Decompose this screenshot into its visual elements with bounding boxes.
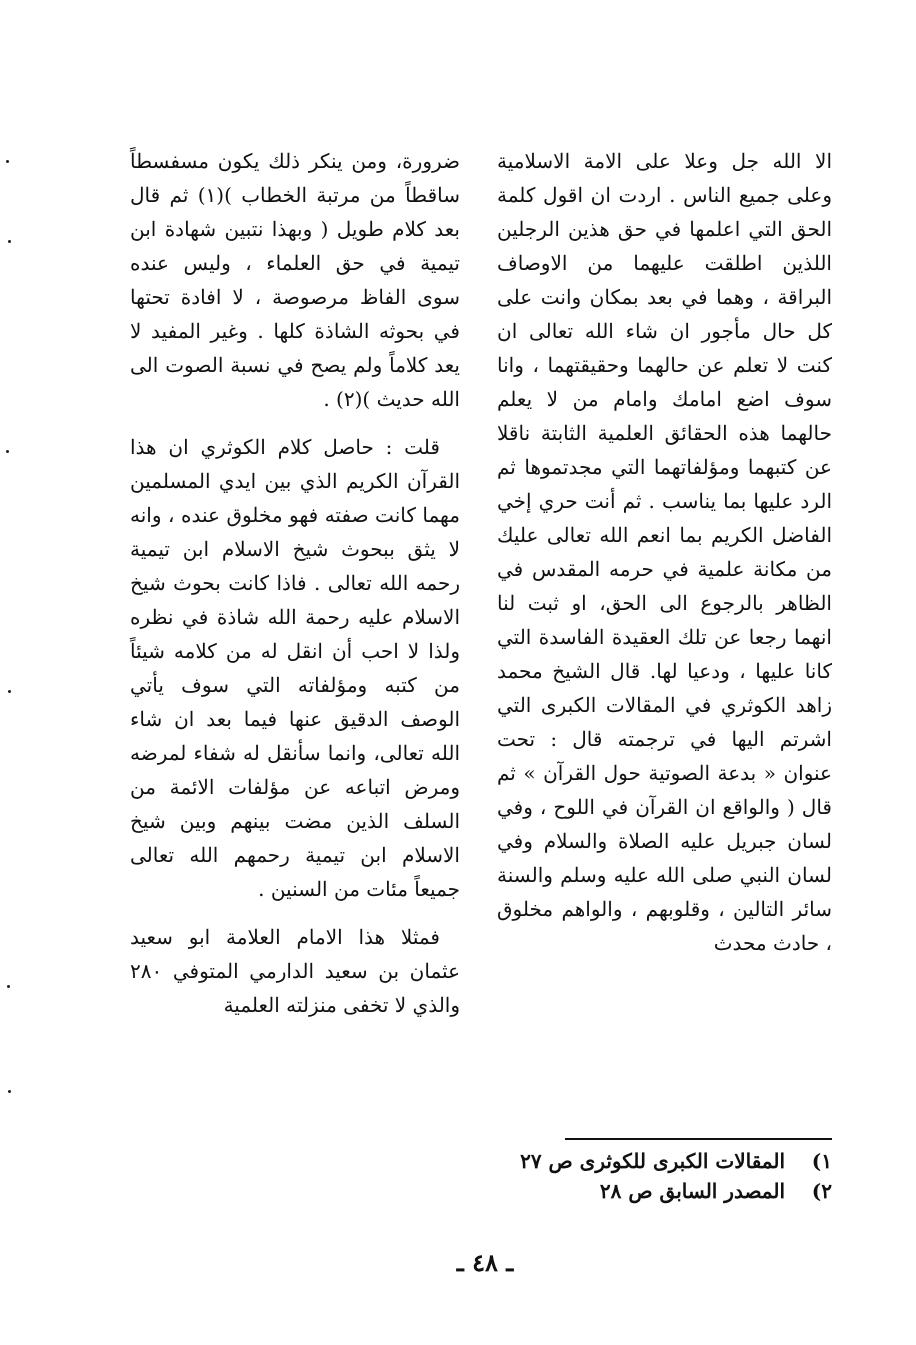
footnote-item xyxy=(480,1146,832,1176)
footnote-text: المصدر السابق ص ٢٨ xyxy=(599,1179,786,1203)
footnote-number: ٢) xyxy=(811,1179,832,1203)
footnote-item xyxy=(480,1176,832,1206)
scan-speck xyxy=(8,1090,11,1093)
footnotes xyxy=(480,1146,832,1206)
scan-speck xyxy=(6,450,9,453)
scan-speck xyxy=(7,985,10,988)
body-paragraph: فمثلا هذا الامام العلامة ابو سعيد عثمان بن سعيد الدارمي المتوفي ٢٨٠ والذي لا تخفى منزلته العلمية xyxy=(130,925,460,1017)
scan-speck xyxy=(6,160,9,163)
scan-speck xyxy=(8,690,11,693)
scan-speck xyxy=(8,240,11,243)
body-paragraph: قلت : حاصل كلام الكوثري ان هذا القرآن الكريم الذي بين ايدي المسلمين مهما كانت صفته فهو مخلوق عنده ، وانه لا يثق ببحوث شيخ الاسلام ابن تيمية رحمه الله تعالى . فاذا كانت بحوث شيخ الاسلام عليه رحمة الله شاذة في نظره ولذا لا احب أن انقل له من كلامه شيئاً من كتبه ومؤلفاته التي سوف يأتي الوصف الدقيق عنها فيما بعد ان شاء الله تعالى، وانما سأنقل له شفاء لمرضه ومرض اتباعه عن مؤلفات الائمة من السلف الذين مضت بينهم وبين شيخ الاسلام ابن تيمية رحمهم الله تعالى جميعاً مئات من السنين . xyxy=(130,435,460,901)
footnote-text: المقالات الكبرى للكوثرى ص ٢٧ xyxy=(520,1149,786,1173)
footnote-number: ١) xyxy=(811,1149,832,1173)
page-number: ـ ٤٨ ـ xyxy=(456,1248,514,1277)
footnote-divider xyxy=(565,1138,832,1140)
body-paragraph: ضرورة، ومن ينكر ذلك يكون مسفسطاً ساقطاً من مرتبة الخطاب )(١) ثم قال بعد كلام طويل ( وبهذا نتبين شهادة ابن تيمية في حق العلماء ، وليس عنده سوى الفاظ مرصوصة ، لا افادة تحتها في بحوثه الشاذة كلها . وغير المفيد لا يعد كلاماً ولم يصح في نسبة الصوت الى الله حديث )(٢) . xyxy=(130,149,460,411)
left-text-column xyxy=(130,144,460,1036)
right-text-column xyxy=(497,144,832,974)
body-paragraph: الا الله جل وعلا على الامة الاسلامية وعلى جميع الناس . اردت ان اقول كلمة الحق التي اعلمها في حق هذين الرجلين اللذين اطلقت عليهما من الاوصاف البراقة ، وهما في بعد بمكان وانت على كل حال مأجور ان شاء الله تعالى ان كنت لا تعلم عن حالهما وحقيقتهما ، وانا سوف اضع امامك وامام من لا يعلم حالهما هذه الحقائق العلمية الثابتة ناقلا عن كتبهما ومؤلفاتهما التي مجدتموها ثم الرد عليها بما يناسب . ثم أنت حري إخي الفاضل الكريم بما انعم الله تعالى عليك من مكانة علمية في حرمه المقدس في الظاهر بالرجوع الى الحق، او ثبت لنا انهما رجعا عن تلك العقيدة الفاسدة التي كانا عليها ، ودعيا لها. قال الشيخ محمد زاهد الكوثري في المقالات الكبرى التي اشرتم اليها في ترجمته قال : تحت عنوان « بدعة الصوتية حول القرآن » ثم قال ( والواقع ان القرآن في اللوح ، وفي لسان جبريل عليه الصلاة والسلام وفي لسان النبي صلى الله عليه وسلم والسنة سائر التالين ، وقلوبهم ، والواهم مخلوق ، حادث محدث xyxy=(497,149,832,955)
